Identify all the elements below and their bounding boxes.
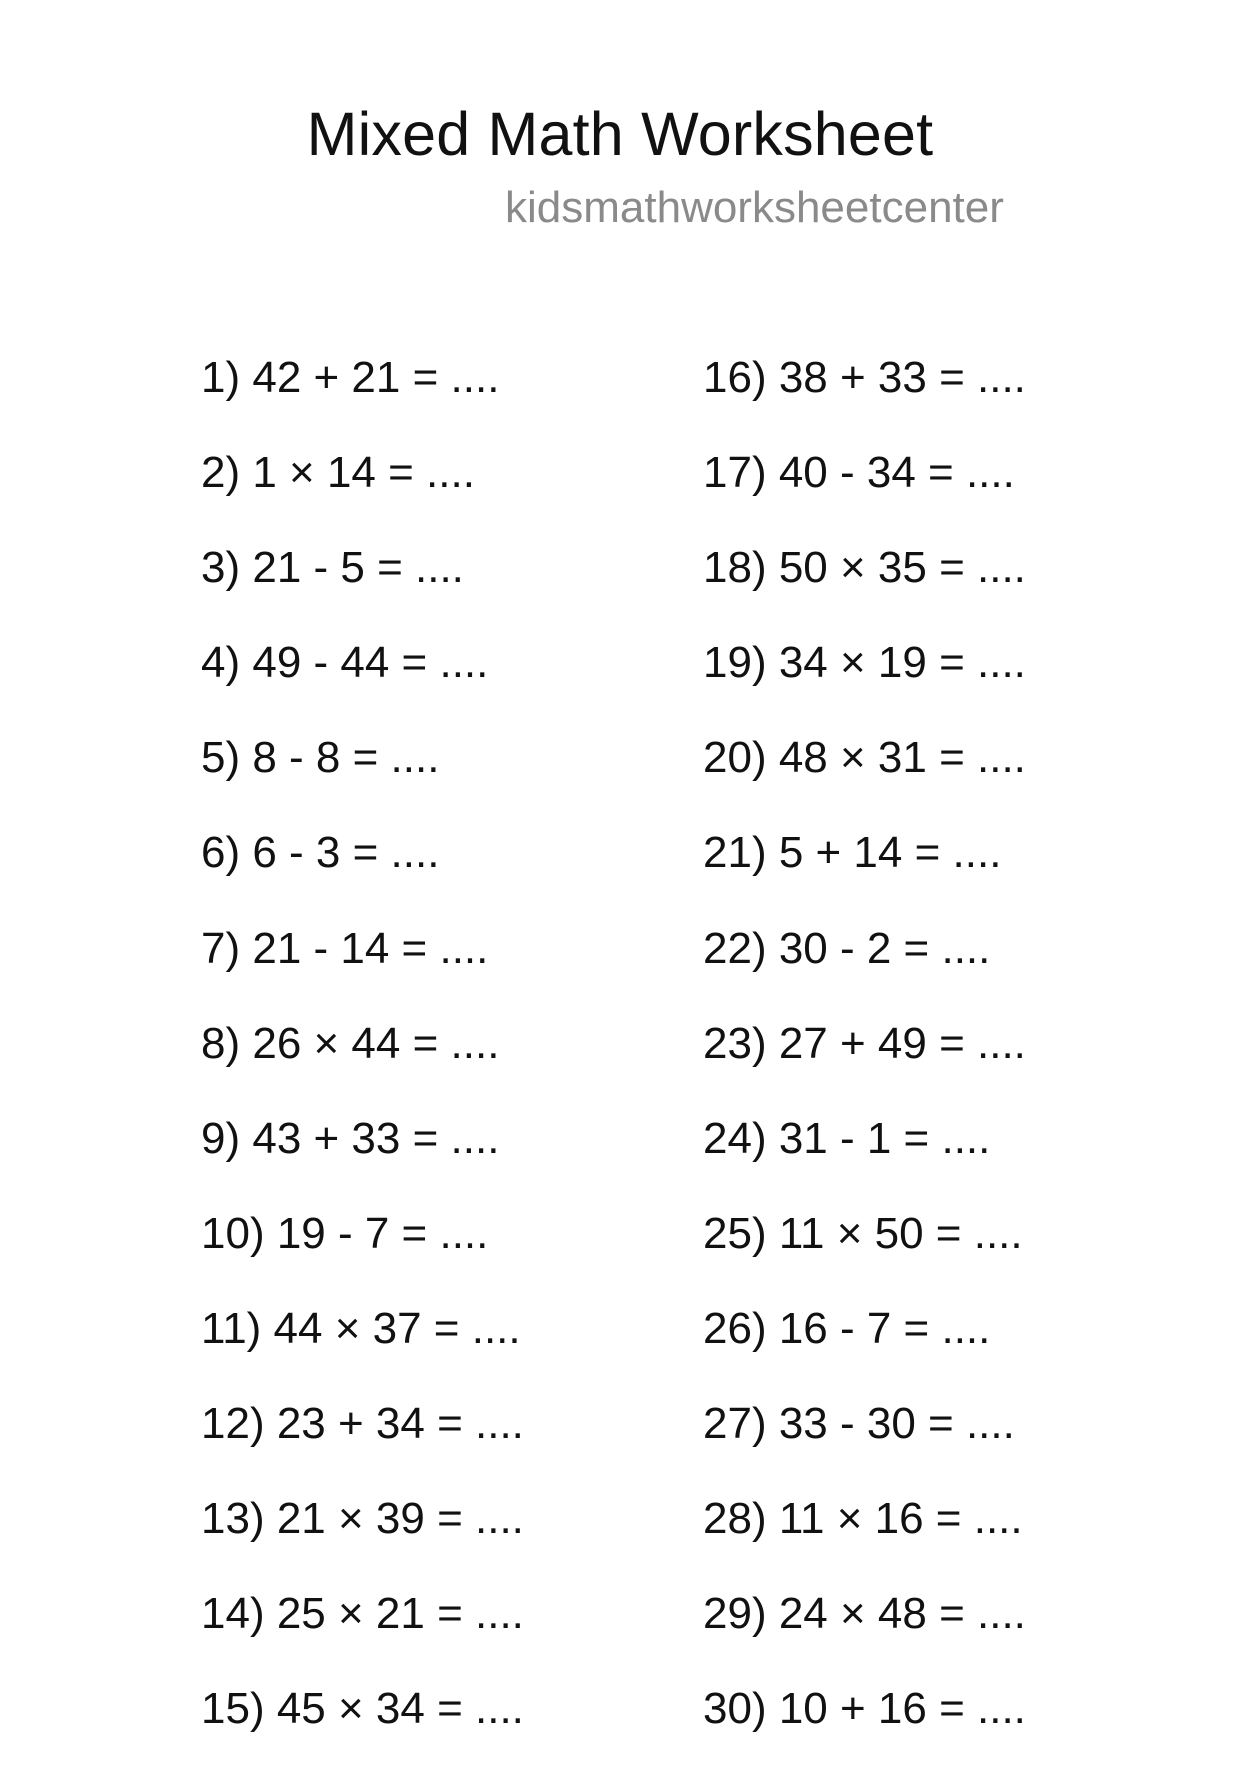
problem-30: 30) 10 + 16 = ....: [703, 1684, 1026, 1734]
problem-15: 15) 45 × 34 = ....: [201, 1684, 524, 1734]
problem-17: 17) 40 - 34 = ....: [703, 448, 1015, 498]
problem-27: 27) 33 - 30 = ....: [703, 1399, 1015, 1449]
problem-28: 28) 11 × 16 = ....: [703, 1494, 1023, 1544]
problem-4: 4) 49 - 44 = ....: [201, 638, 489, 688]
problem-2: 2) 1 × 14 = ....: [201, 448, 475, 498]
problem-3: 3) 21 - 5 = ....: [201, 543, 464, 593]
problem-9: 9) 43 + 33 = ....: [201, 1113, 500, 1163]
problem-19: 19) 34 × 19 = ....: [703, 638, 1026, 688]
site-name: kidsmathworksheetcenter: [505, 183, 1004, 232]
problem-11: 11) 44 × 37 = ....: [201, 1303, 521, 1353]
problem-14: 14) 25 × 21 = ....: [201, 1589, 524, 1639]
problem-23: 23) 27 + 49 = ....: [703, 1018, 1026, 1068]
problem-10: 10) 19 - 7 = ....: [201, 1208, 489, 1258]
problem-22: 22) 30 - 2 = ....: [703, 923, 991, 973]
problem-20: 20) 48 × 31 = ....: [703, 733, 1026, 783]
problem-1: 1) 42 + 21 = ....: [201, 353, 500, 402]
problems-column-right: [703, 349, 1026, 1775]
problem-21: 21) 5 + 14 = ....: [703, 828, 1002, 878]
problem-25: 25) 11 × 50 = ....: [703, 1208, 1023, 1258]
problem-24: 24) 31 - 1 = ....: [703, 1113, 991, 1163]
problem-6: 6) 6 - 3 = ....: [201, 828, 440, 878]
problems-column-left: [201, 349, 524, 1775]
problem-8: 8) 26 × 44 = ....: [201, 1018, 500, 1068]
problem-7: 7) 21 - 14 = ....: [201, 923, 489, 973]
problem-18: 18) 50 × 35 = ....: [703, 543, 1026, 593]
problem-13: 13) 21 × 39 = ....: [201, 1494, 524, 1544]
problem-12: 12) 23 + 34 = ....: [201, 1399, 524, 1449]
problem-29: 29) 24 × 48 = ....: [703, 1589, 1026, 1639]
problem-26: 26) 16 - 7 = ....: [703, 1303, 991, 1353]
problem-5: 5) 8 - 8 = ....: [201, 733, 440, 783]
page-title: Mixed Math Worksheet: [306, 100, 934, 168]
problem-16: 16) 38 + 33 = ....: [703, 353, 1026, 402]
